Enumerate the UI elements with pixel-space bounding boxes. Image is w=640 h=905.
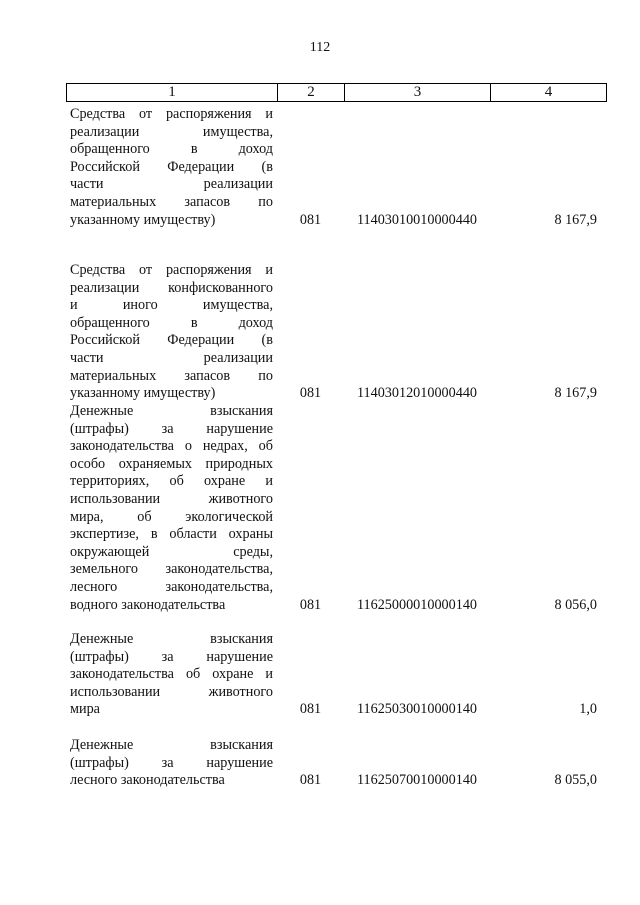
row-code: 081 xyxy=(299,211,322,228)
description-line: (штрафы) за нарушение xyxy=(70,754,273,771)
description-line: законодательства о недрах, об xyxy=(70,438,273,455)
description-line: указанному имуществу) xyxy=(70,211,216,228)
row-code: 081 xyxy=(299,701,322,718)
description-line: обращенного в доход xyxy=(70,141,273,158)
description-line: реализации имущества, xyxy=(70,123,273,140)
description-line: мира xyxy=(70,701,100,718)
description-line: лесного законодательства, xyxy=(70,578,273,595)
row-description xyxy=(70,403,273,614)
row-description xyxy=(70,106,273,229)
row-description xyxy=(70,631,273,719)
description-line: Российской Федерации (в xyxy=(70,158,273,175)
description-line: использовании животного xyxy=(70,490,273,507)
row-kbk: 11625070010000140 xyxy=(356,772,478,789)
description-line: законодательства об охране и xyxy=(70,666,273,683)
description-line: Денежные взыскания xyxy=(70,403,273,419)
row-code: 081 xyxy=(299,772,322,789)
description-line: Российской Федерации (в xyxy=(70,332,273,349)
description-line: части реализации xyxy=(70,176,273,193)
description-line: Денежные взыскания xyxy=(70,631,273,647)
row-kbk: 11625000010000140 xyxy=(356,596,478,613)
header-col-1: 1 xyxy=(67,84,278,101)
description-line: особо охраняемых природных xyxy=(70,455,273,472)
row-description xyxy=(70,737,273,790)
description-line: реализации конфискованного xyxy=(70,279,273,296)
row-amount: 8 167,9 xyxy=(554,211,597,228)
description-line: окружающей среды, xyxy=(70,543,273,560)
description-line: указанному имуществу) xyxy=(70,385,216,402)
description-line: (штрафы) за нарушение xyxy=(70,420,273,437)
description-line: водного законодательства xyxy=(70,596,226,613)
row-code: 081 xyxy=(299,596,322,613)
description-line: и иного имущества, xyxy=(70,297,273,314)
description-line: использовании животного xyxy=(70,683,273,700)
description-line: Средства от распоряжения и xyxy=(70,262,273,278)
row-kbk: 11403012010000440 xyxy=(356,385,478,402)
row-code: 081 xyxy=(299,385,322,402)
table-header xyxy=(66,83,607,102)
row-amount: 8 056,0 xyxy=(554,596,597,613)
header-col-4: 4 xyxy=(544,84,553,100)
row-amount: 8 167,9 xyxy=(554,385,597,402)
description-line: мира, об экологической xyxy=(70,508,273,525)
description-line: материальных запасов по xyxy=(70,367,273,384)
description-line: экспертизе, в области охраны xyxy=(70,526,273,543)
description-line: материальных запасов по xyxy=(70,193,273,210)
page-number: 112 xyxy=(309,40,331,55)
row-amount: 8 055,0 xyxy=(554,772,597,789)
description-line: земельного законодательства, xyxy=(70,561,273,578)
description-line: территориях, об охране и xyxy=(70,473,273,490)
header-col-2: 2 xyxy=(278,84,345,101)
description-line: лесного законодательства xyxy=(70,772,225,789)
description-line: обращенного в доход xyxy=(70,314,273,331)
header-col-3: 3 xyxy=(345,84,491,101)
row-amount: 1,0 xyxy=(579,701,597,718)
description-line: части реализации xyxy=(70,349,273,366)
description-line: Средства от распоряжения и xyxy=(70,106,273,122)
row-kbk: 11625030010000140 xyxy=(356,701,478,718)
description-line: Денежные взыскания xyxy=(70,737,273,753)
row-kbk: 11403010010000440 xyxy=(356,211,478,228)
row-description xyxy=(70,262,273,403)
description-line: (штрафы) за нарушение xyxy=(70,648,273,665)
